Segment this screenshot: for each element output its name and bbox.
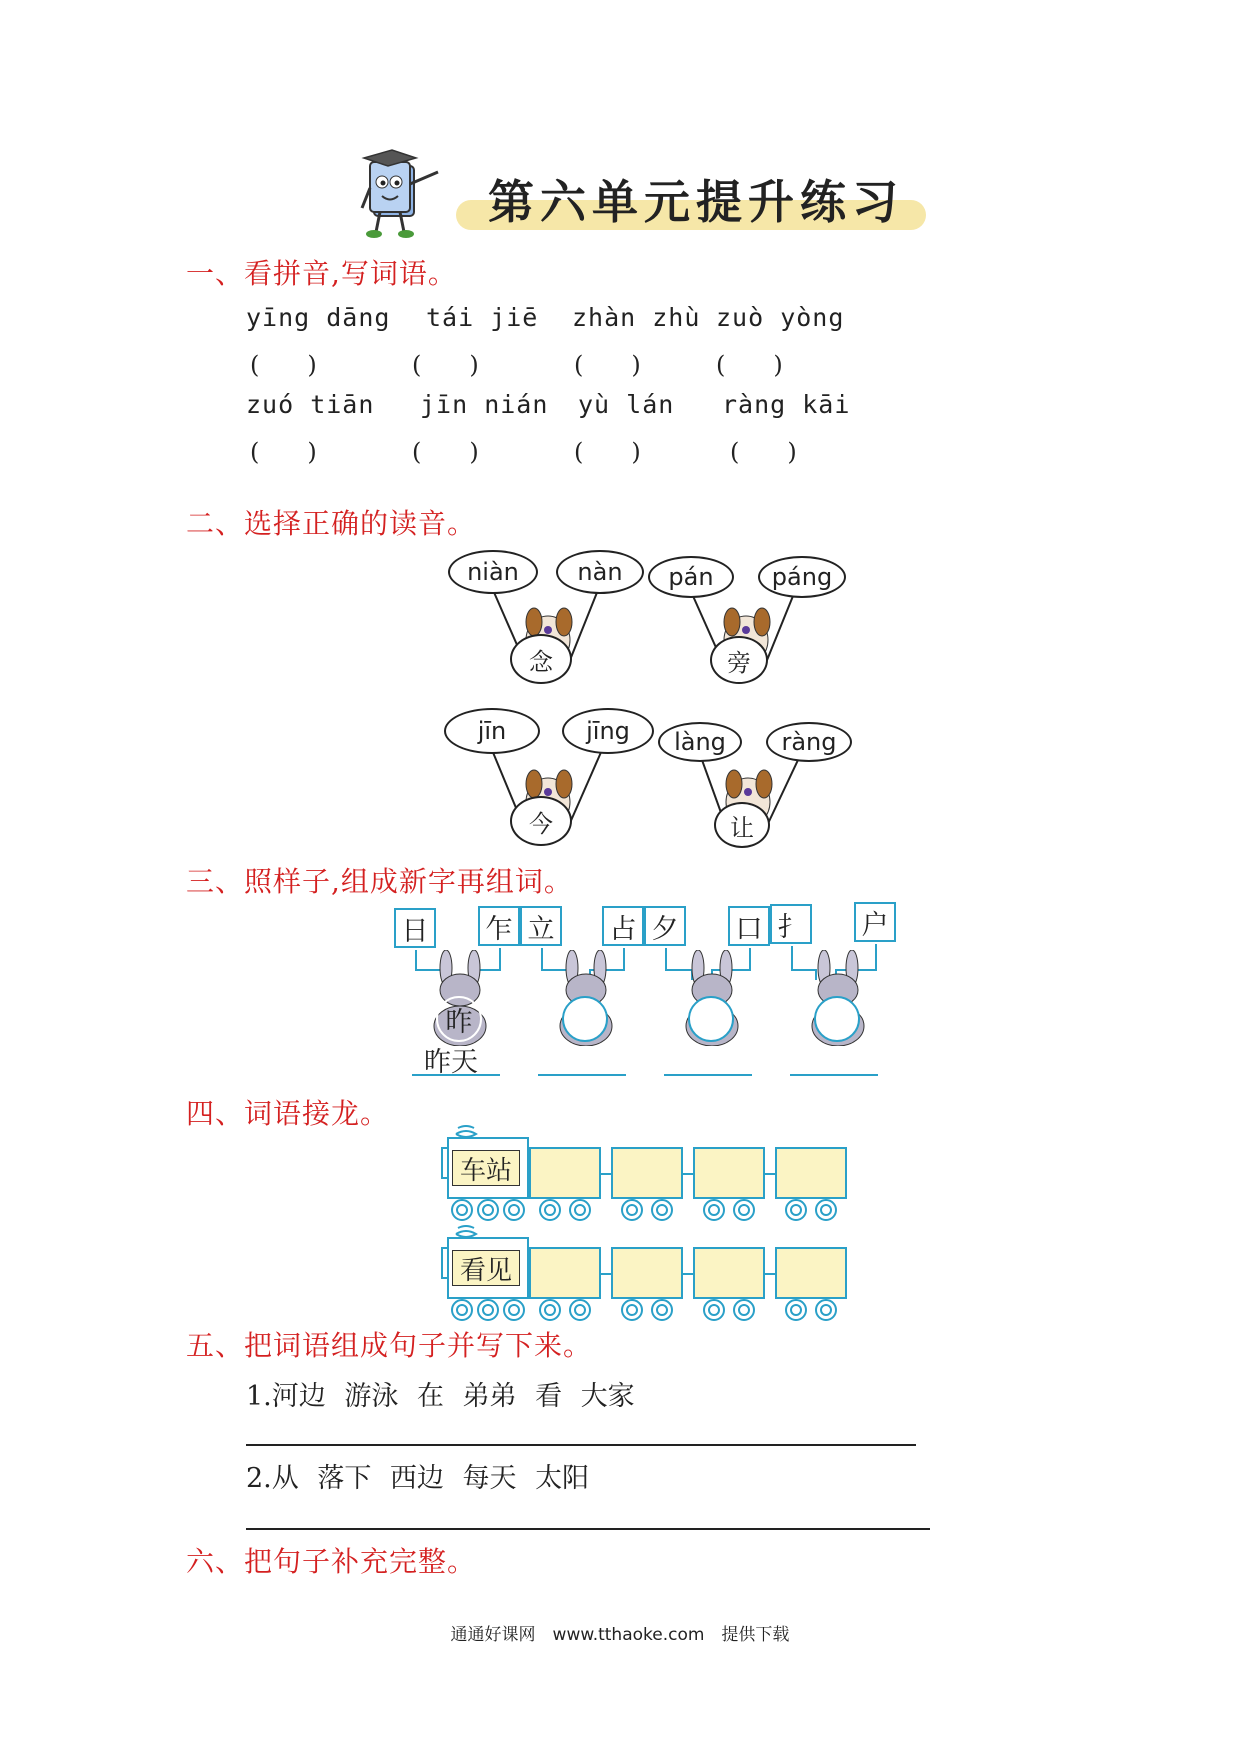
answer-line[interactable] xyxy=(246,1528,930,1530)
pinyin-item: zhàn zhù xyxy=(572,303,701,332)
component-box: 口 xyxy=(728,906,770,946)
target-character: 念 xyxy=(510,634,572,684)
answer-parentheses[interactable]: ( ) xyxy=(250,351,317,379)
answer-parentheses[interactable]: ( ) xyxy=(574,351,641,379)
pinyin-option[interactable]: làng xyxy=(658,722,742,762)
section-2-title: 二、选择正确的读音。 xyxy=(186,507,477,540)
section-1-title: 一、看拼音,写词语。 xyxy=(186,257,457,290)
pinyin-option[interactable]: niàn xyxy=(448,550,538,594)
pinyin-option[interactable]: páng xyxy=(758,556,846,598)
pinyin-option[interactable]: jīng xyxy=(562,708,654,754)
pinyin-item: ràng kāi xyxy=(722,390,851,419)
section-6-title: 六、把句子补充完整。 xyxy=(186,1545,477,1578)
sentence-question: 2.从 落下 西边 每天 太阳 xyxy=(246,1463,590,1494)
pinyin-item: yù lán xyxy=(578,390,675,419)
component-box: 夕 xyxy=(644,906,686,946)
answer-parentheses[interactable]: ( ) xyxy=(412,351,479,379)
choice-group xyxy=(658,722,854,852)
word-blank[interactable] xyxy=(664,1074,752,1076)
pinyin-item: yīng dāng xyxy=(246,303,391,332)
pinyin-item: zuò yòng xyxy=(716,303,845,332)
train-start-word: 看见 xyxy=(452,1250,520,1286)
pinyin-item: tái jiē xyxy=(426,303,539,332)
sentence-question: 1.河边 游泳 在 弟弟 看 大家 xyxy=(246,1381,635,1412)
answer-parentheses[interactable]: ( ) xyxy=(716,351,783,379)
component-box: 乍 xyxy=(478,906,520,946)
answer-parentheses[interactable]: ( ) xyxy=(250,438,317,466)
pinyin-option[interactable]: nàn xyxy=(556,550,644,594)
word-blank[interactable] xyxy=(412,1074,500,1076)
answer-parentheses[interactable]: ( ) xyxy=(730,438,797,466)
component-box: 户 xyxy=(854,902,896,942)
footer-text: 通通好课网 www.tthaoke.com 提供下载 xyxy=(450,1625,790,1645)
pinyin-option[interactable]: pán xyxy=(648,556,734,598)
answer-parentheses[interactable]: ( ) xyxy=(412,438,479,466)
new-character-circle[interactable] xyxy=(814,996,860,1042)
component-box: 立 xyxy=(520,906,562,946)
train-start-word: 车站 xyxy=(452,1150,520,1186)
pinyin-item: jīn nián xyxy=(420,390,549,419)
section-3-title: 三、照样子,组成新字再组词。 xyxy=(186,865,573,898)
section-5-title: 五、把词语组成句子并写下来。 xyxy=(186,1329,593,1362)
pinyin-option[interactable]: ràng xyxy=(766,722,852,762)
target-character: 让 xyxy=(714,802,770,848)
choice-group xyxy=(648,556,848,691)
new-character-circle[interactable] xyxy=(562,996,608,1042)
target-character: 旁 xyxy=(710,636,768,684)
target-character: 今 xyxy=(510,796,572,846)
component-box: 占 xyxy=(602,906,644,946)
page-title: 第六单元提升练习 xyxy=(488,175,904,229)
word-train xyxy=(434,1224,864,1324)
new-character-circle[interactable]: 昨 xyxy=(436,996,482,1042)
answer-parentheses[interactable]: ( ) xyxy=(574,438,641,466)
pinyin-option[interactable]: jīn xyxy=(444,708,540,754)
word-train xyxy=(434,1124,864,1224)
choice-group xyxy=(448,550,648,685)
answer-line[interactable] xyxy=(246,1444,916,1446)
section-4-title: 四、词语接龙。 xyxy=(186,1097,390,1130)
new-character-circle[interactable] xyxy=(688,996,734,1042)
component-box: 日 xyxy=(394,908,436,948)
component-box: 扌 xyxy=(770,904,812,944)
example-word: 昨天 xyxy=(424,1047,478,1078)
choice-group xyxy=(444,708,654,848)
pinyin-item: zuó tiān xyxy=(246,390,375,419)
word-blank[interactable] xyxy=(538,1074,626,1076)
word-blank[interactable] xyxy=(790,1074,878,1076)
mascot-book-icon xyxy=(360,148,450,240)
